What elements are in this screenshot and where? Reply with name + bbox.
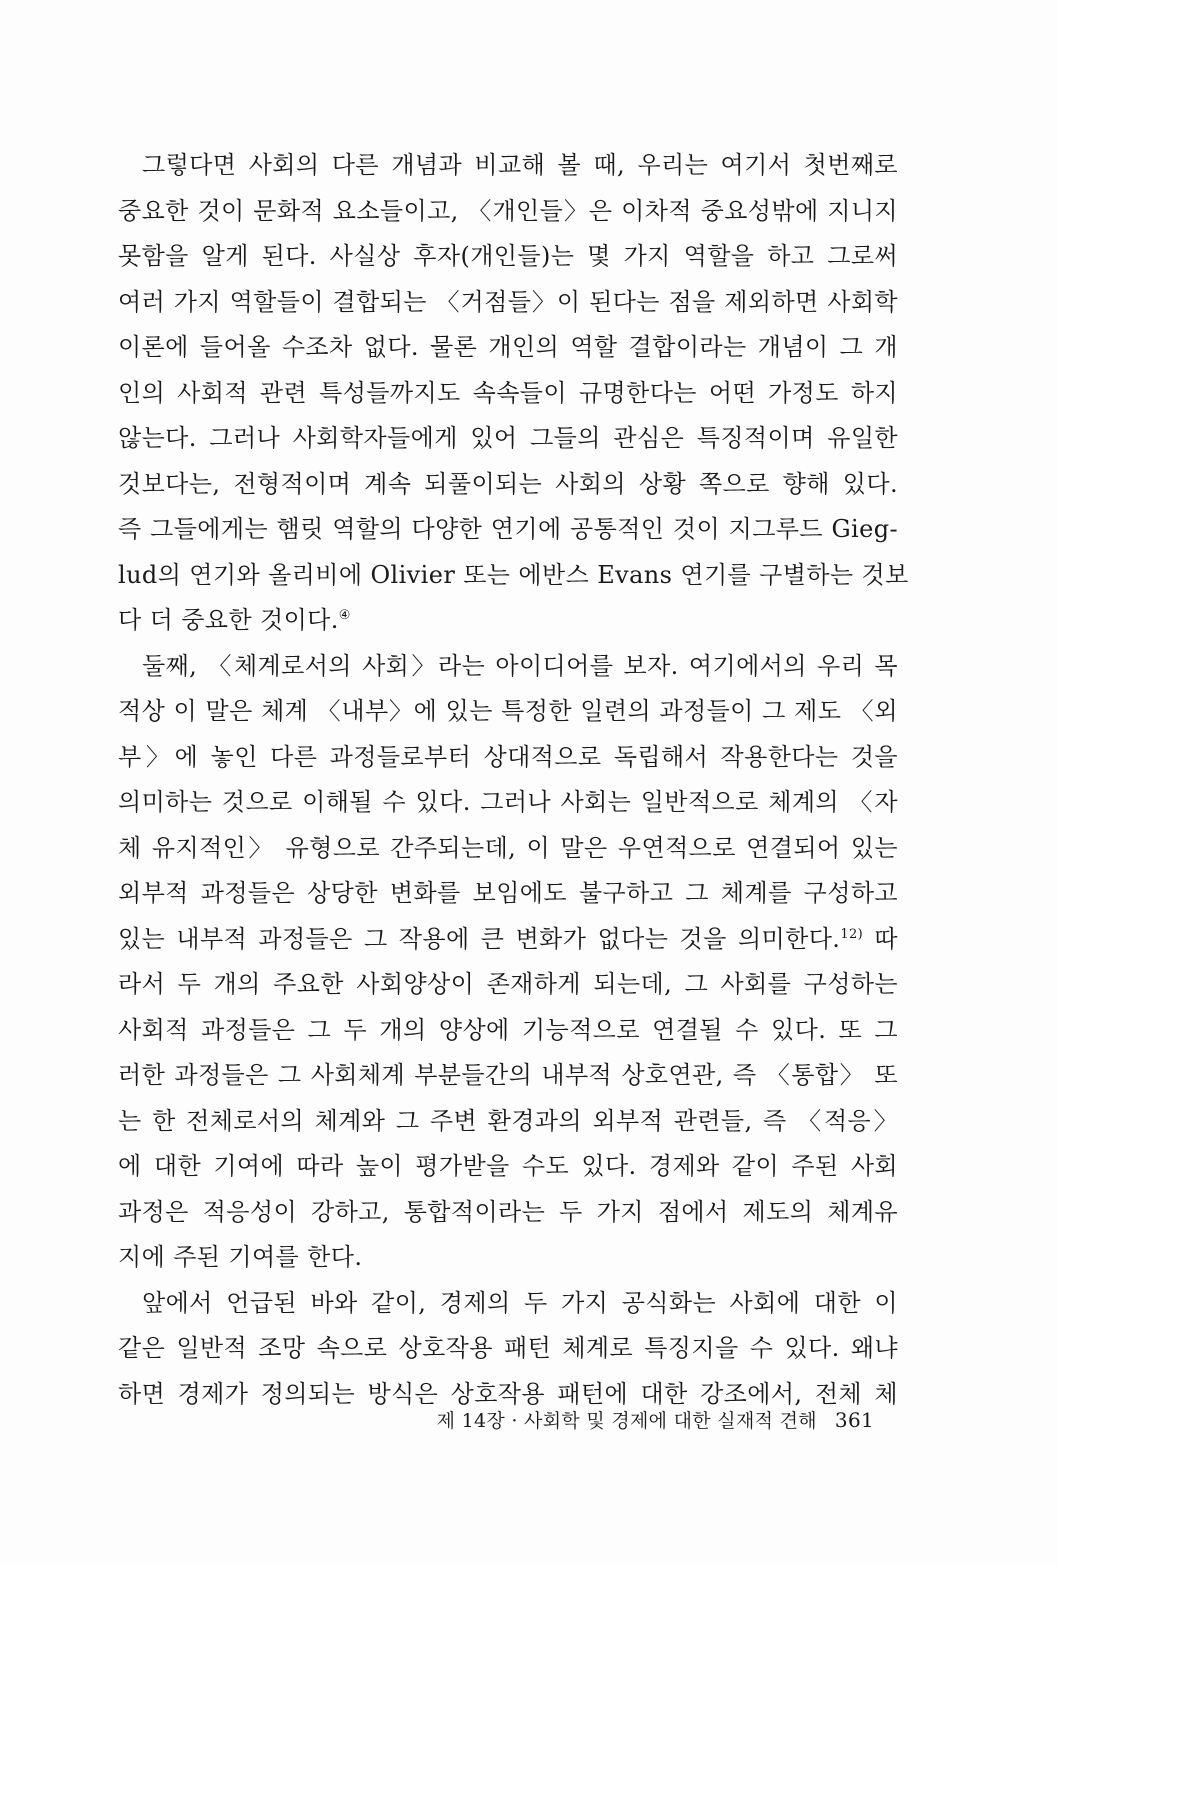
text-line: 외부적 과정들은 상당한 변화를 보임에도 불구하고 그 체계를 구성하고: [118, 879, 898, 907]
text-line: [118, 917, 898, 963]
text-line: 것보다는, 전형적이며 계속 되풀이되는 사회의 상황 쪽으로 향해 있다.: [118, 469, 898, 498]
text-line: 지에 주된 기여를 한다.: [118, 1243, 363, 1271]
text-line: 이론에 들어올 수조차 없다. 물론 개인의 역할 결합이라는 개념이 그 개: [118, 333, 898, 361]
text-line: 못함을 알게 된다. 사실상 후자(개인들)는 몇 가지 역할을 하고 그로써: [118, 242, 898, 270]
text-line: 라서 두 개의 주요한 사회양상이 존재하게 되는데, 그 사회를 구성하는: [118, 970, 898, 998]
chapter-title: 제 14장 · 사회학 및 경제에 대한 실재적 견해: [436, 1410, 817, 1432]
text-line: 둘째, 〈체계로서의 사회〉라는 아이디어를 보자. 여기에서의 우리 목: [142, 651, 898, 680]
text-line: 사회적 과정들은 그 두 개의 양상에 기능적으로 연결될 수 있다. 또 그: [118, 1015, 898, 1044]
text-line: lud의 연기와 올리비에 Olivier 또는 에반스 Evans 연기를 구별하는 것보: [118, 560, 909, 589]
text-line: 그렇다면 사회의 다른 개념과 비교해 볼 때, 우리는 여기서 첫번째로: [142, 151, 898, 179]
footnote-marker: ④: [338, 608, 351, 623]
text-line: 과정은 적응성이 강하고, 통합적이라는 두 가지 점에서 제도의 체계유: [118, 1197, 898, 1226]
text-line: 체 유지적인〉 유형으로 간주되는데, 이 말은 우연적으로 연결되어 있는: [118, 833, 898, 862]
text-line: 에 대한 기여에 따라 높이 평가받을 수도 있다. 경제와 같이 주된 사회: [118, 1152, 898, 1180]
text-line: 앞에서 언급된 바와 같이, 경제의 두 가지 공식화는 사회에 대한 이: [142, 1288, 898, 1317]
text-line: 즉 그들에게는 햄릿 역할의 다양한 연기에 공통적인 것이 지그루드 Gieg-: [118, 515, 898, 543]
text-line: 는 한 전체로서의 체계와 그 주변 환경과의 외부적 관련들, 즉 〈적응〉: [118, 1106, 898, 1135]
body-text: [118, 143, 909, 1417]
running-footer: [404, 1406, 874, 1433]
text-line: 인의 사회적 관련 특성들까지도 속속들이 규명한다는 어떤 가정도 하지: [118, 378, 898, 407]
text-line: 부〉에 놓인 다른 과정들로부터 상대적으로 독립해서 작용한다는 것을: [118, 742, 898, 771]
text-line: 같은 일반적 조망 속으로 상호작용 패턴 체계로 특징지을 수 있다. 왜냐: [118, 1334, 898, 1362]
text-line: 하면 경제가 정의되는 방식은 상호작용 패턴에 대한 강조에서, 전체 체: [118, 1379, 898, 1408]
text-line: 의미하는 것으로 이해될 수 있다. 그러나 사회는 일반적으로 체계의 〈자: [118, 788, 898, 816]
text-line: [118, 598, 898, 644]
footnote-marker: 12): [840, 926, 864, 942]
text-line: 러한 과정들은 그 사회체계 부분들간의 내부적 상호연관, 즉 〈통합〉 또: [118, 1061, 898, 1089]
text-line: 여러 가지 역할들이 결합되는 〈거점들〉이 된다는 점을 제외하면 사회학: [118, 287, 898, 316]
text-line-content: 있는 내부적 과정들은 그 작용에 큰 변화가 없다는 것을 의미한다.: [118, 924, 841, 953]
text-line: 않는다. 그러나 사회학자들에게 있어 그들의 관심은 특징적이며 유일한: [118, 424, 898, 452]
page-number: 361: [834, 1408, 874, 1432]
text-line: 중요한 것이 문화적 요소들이고, 〈개인들〉은 이차적 중요성밖에 지니지: [118, 196, 898, 225]
text-line: 적상 이 말은 체계 〈내부〉에 있는 특정한 일련의 과정들이 그 제도 〈외: [118, 697, 898, 725]
text-line-content: 다 더 중요한 것이다.: [118, 606, 339, 634]
text-line-tail: 따: [874, 924, 898, 953]
